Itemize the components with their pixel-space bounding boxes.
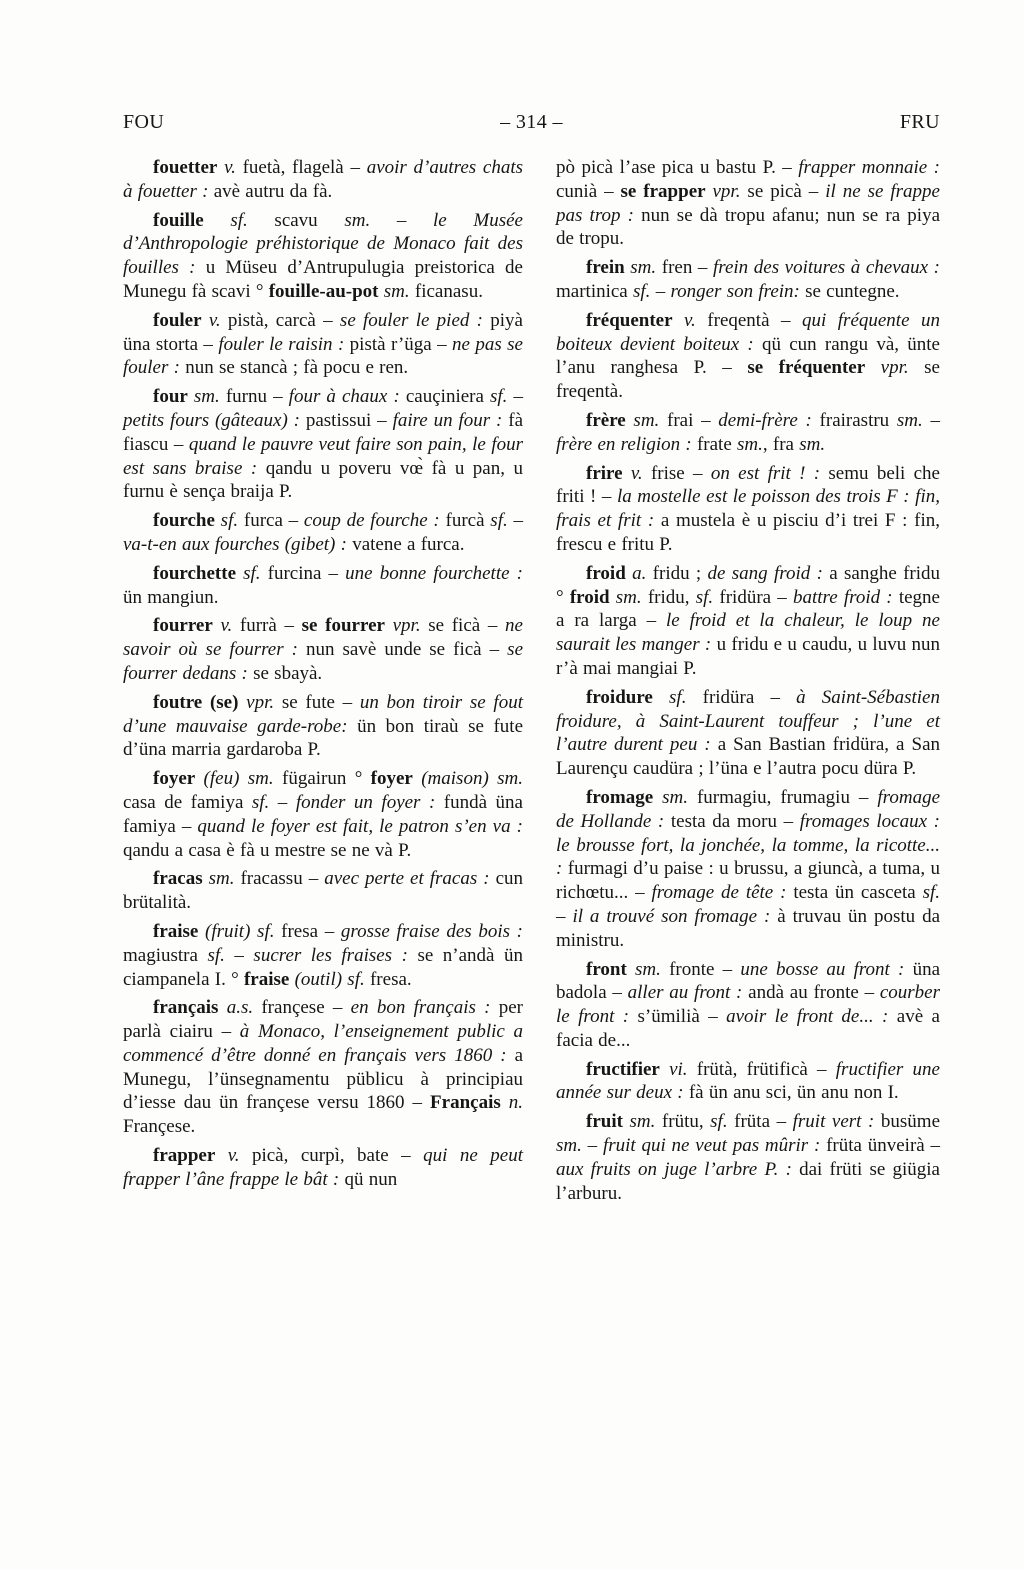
text-segment: nun se stancà ; fà pocu e ren. [185, 357, 409, 379]
header-left-guideword: FOU [123, 111, 165, 133]
text-segment: fuetà, flagelà – [235, 157, 367, 178]
dictionary-entry-fraise [123, 920, 523, 991]
text-segment: martinica [556, 280, 633, 302]
text-segment: – [650, 280, 671, 302]
text-segment: picà, curpì, bate – [239, 1145, 424, 1167]
text-segment: qandu u poveru vœ̀ fà u pan, u furnu è sença braija P. [123, 457, 523, 503]
text-segment: tegne a ra larga – [556, 586, 940, 632]
italic-segment: vpr. [238, 691, 275, 713]
dictionary-entry-fromage [556, 786, 940, 953]
italic-segment: sf. [236, 562, 261, 584]
text-segment: – [556, 905, 573, 927]
headword: fourrer [153, 615, 213, 637]
text-segment: magiustra [123, 944, 208, 966]
italic-segment: v. [201, 309, 221, 331]
text-segment: se fute – [274, 691, 360, 713]
text-segment: andà au fronte – [748, 982, 880, 1004]
text-segment: se ficà – [420, 615, 506, 637]
italic-segment: va-t-en aux fourches (gibet) : [123, 533, 353, 555]
italic-segment: se fouler le pied : [339, 309, 491, 331]
text-segment: avè a facia de... [556, 1006, 940, 1051]
italic-segment: v. [215, 1145, 240, 1167]
italic-segment: sm. [737, 433, 763, 455]
italic-segment: sf. [214, 510, 239, 532]
headword: froid [569, 586, 610, 608]
text-segment: fresa. [364, 968, 412, 990]
italic-segment: ronger son frein: [670, 280, 806, 302]
dictionary-entry-frapper [123, 1144, 523, 1192]
italic-segment: sm. [626, 958, 661, 980]
text-segment: frütu, [655, 1111, 711, 1133]
headword: fourchette [153, 562, 237, 584]
italic-segment: v. [212, 615, 233, 637]
headword: fraise [153, 920, 199, 942]
header-right-guideword: FRU [899, 111, 940, 133]
text-segment: – [370, 209, 434, 231]
headword: fouille [153, 209, 204, 231]
text-segment: dai früti se giügia l’arburu. [556, 1158, 940, 1204]
text-segment: fridüra – [713, 586, 793, 608]
dictionary-entry-fourchette [123, 562, 523, 610]
italic-segment: (feu) sm. [195, 768, 274, 790]
italic-segment: sucrer les fraises : [253, 944, 418, 966]
italic-segment: qui fréquente un boiteux devient boiteux : [556, 309, 941, 355]
text-segment: a Munegu, l’ünsegnamentu püblicu à principiau d’iesse dau ün françese versu 1860 – [123, 1044, 523, 1114]
headword: froidure [586, 686, 653, 708]
text-segment: fridu ; [646, 562, 708, 584]
text-segment: casa de famiya [123, 791, 252, 813]
italic-segment: vpr. [865, 357, 909, 379]
italic-segment: une bonne fourchette : [345, 562, 523, 584]
text-segment: frate [696, 433, 738, 455]
text-segment: üna badola – [556, 958, 940, 1004]
text-segment: – [507, 510, 523, 532]
headword: fouler [153, 309, 202, 331]
italic-segment: sm. [653, 786, 689, 808]
italic-segment: n. [500, 1092, 524, 1114]
italic-segment: v. [217, 157, 236, 178]
italic-segment: en bon français : [350, 997, 499, 1019]
text-segment: busüme [880, 1111, 940, 1133]
text-segment: furrà – [232, 615, 302, 637]
italic-segment: (outil) sf. [289, 968, 365, 990]
text-segment: fridüra – [686, 686, 797, 708]
italic-segment: qui ne peut frapper l’âne frappe le bât : [123, 1145, 523, 1190]
italic-segment: aux fruits on juge l’arbre P. : [556, 1158, 800, 1180]
headword: frein [586, 257, 625, 279]
headword: se frapper [620, 180, 706, 202]
dictionary-entry-front [556, 958, 940, 1053]
italic-segment: ne pas se fouler : [123, 333, 523, 379]
text-segment: à truvau ün postu da ministru. [556, 905, 941, 951]
italic-segment: une bosse au front : [740, 958, 913, 980]
headword: fructifier [586, 1058, 660, 1080]
dictionary-entry-frere [556, 409, 940, 457]
text-segment: fà ün anu sci, ün anu non I. [688, 1082, 899, 1104]
italic-segment: sf. [207, 944, 225, 966]
text-segment: ün bon tiraù se fute d’üna marria gardaroba P. [123, 715, 524, 761]
headword: Français [430, 1092, 501, 1114]
italic-segment: fruit qui ne veut pas mûrir : [602, 1135, 827, 1157]
dictionary-entry-fracas [123, 867, 523, 915]
dictionary-entry-fouetter [123, 156, 523, 204]
text-segment: fügairun ° [273, 768, 371, 790]
headword: foyer [153, 768, 196, 790]
dictionary-entry-fructifier [556, 1058, 940, 1106]
italic-segment: fruit vert : [792, 1111, 881, 1133]
headword: fromage [586, 786, 654, 808]
text-segment: furnu – [219, 386, 289, 408]
italic-segment: ne savoir où se fourrer : [123, 615, 523, 661]
text-segment: s’ümilià – [637, 1006, 727, 1028]
italic-segment: vi. [659, 1058, 688, 1080]
text-segment: frise – [642, 462, 711, 484]
headword: fraise [243, 968, 290, 990]
italic-segment: frapper monnaie : [798, 157, 940, 178]
text-segment: fren – [656, 257, 713, 279]
text-segment: se freqentà. [556, 357, 940, 403]
italic-segment: il a trouvé son fromage : [572, 905, 778, 927]
headword: front [586, 958, 627, 980]
italic-segment: sm. [622, 1111, 656, 1133]
text-segment: cun brütalità. [123, 868, 523, 914]
italic-segment: v. [622, 462, 643, 484]
italic-segment: sf. [710, 1111, 728, 1133]
italic-segment: la mostelle est le poisson des trois F : fin, frais et frit : [556, 486, 940, 532]
italic-segment: grosse fraise des bois : [340, 920, 523, 942]
italic-segment: sf. [695, 586, 714, 608]
text-segment: se n’andà ün ciampanela I. ° [123, 944, 523, 990]
italic-segment: de sang froid : [707, 562, 830, 584]
header-page-number: – 314 – [500, 111, 563, 133]
italic-segment: sm. [896, 409, 923, 431]
italic-segment: battre froid : [792, 586, 899, 608]
italic-segment: four à chaux : [288, 386, 406, 408]
italic-segment: frère en religion : [556, 433, 697, 455]
italic-segment: sf. [490, 510, 508, 532]
headword: se fourrer [301, 615, 385, 637]
dictionary-entry-frequenter [556, 309, 940, 404]
headword: fréquenter [586, 309, 673, 331]
italic-segment: v. [672, 309, 696, 331]
italic-segment: sm. [799, 433, 826, 455]
italic-segment: fromage de tête : [651, 882, 794, 904]
italic-segment: a.s. [218, 997, 254, 1019]
italic-segment: sf. [251, 791, 270, 813]
italic-segment: sm. [378, 280, 410, 302]
dictionary-entry-fouler [123, 309, 523, 380]
italic-segment: petits fours (gâteaux) : [123, 409, 306, 431]
italic-segment: le Musée d’Anthropologie préhistorique de Monaco fait des fouilles : [123, 209, 523, 279]
text-segment: früta ünveirà – [826, 1135, 940, 1157]
italic-segment: sm. [556, 1135, 582, 1157]
text-segment: se cuntegne. [805, 280, 900, 302]
italic-segment: (fruit) sf. [198, 920, 275, 942]
text-segment: pastissui – [305, 409, 393, 431]
italic-segment: à Saint-Sébastien froidure, à Saint-Laurent touffeur ; l’une et l’autre durent peu : [556, 686, 940, 756]
italic-segment: avec perte et fracas : [324, 868, 496, 890]
italic-segment: faire un four : [392, 409, 509, 431]
text-segment: nun savè unde se ficà – [306, 639, 508, 661]
text-segment: vatene a furca. [352, 533, 465, 555]
italic-segment: (maison) sm. [412, 768, 523, 790]
running-header [123, 111, 940, 134]
headword: français [153, 997, 219, 1019]
text-segment: furmagi d’u paise : u brussu, a giuncà, a tuma, u richœtu... – [556, 858, 940, 904]
text-segment: fridu, [641, 586, 696, 608]
dictionary-entry-frein [556, 256, 940, 304]
headword: foyer [370, 768, 413, 790]
italic-segment: sm. [609, 586, 642, 608]
italic-segment: quand le pauvre veut faire son pain, le four est sans braise : [123, 433, 523, 479]
italic-segment: sm. [624, 257, 657, 279]
text-segment: qandu a casa è fà u mestre se ne và P. [123, 839, 412, 861]
italic-segment: il ne se frappe pas trop : [556, 180, 940, 226]
text-segment: Françese. [123, 1116, 196, 1138]
text-segment: – [507, 386, 524, 408]
italic-segment: un bon tiroir se fout d’une mauvaise garde-robe: [123, 691, 523, 737]
italic-segment: fonder un foyer : [295, 791, 444, 813]
italic-segment: aller au front : [627, 982, 749, 1004]
text-segment: – [922, 409, 940, 431]
italic-segment: fructifier une année sur deux : [556, 1058, 940, 1104]
headword: frapper [153, 1145, 216, 1167]
text-segment: se picà – [740, 180, 826, 202]
headword: fruit [586, 1111, 623, 1133]
dictionary-entry-fouille [123, 209, 523, 304]
text-segment: u Müseu d’Antrupulugia preistorica de Munegu fà scavi ° [123, 257, 523, 302]
dictionary-entry-froid [556, 562, 940, 681]
text-segment: fronte – [660, 958, 741, 980]
headword: froid [586, 562, 626, 584]
text-segment: furcina – [260, 562, 346, 584]
text-segment: furca – [238, 510, 304, 532]
italic-segment: vpr. [705, 180, 741, 202]
italic-segment: sf. [490, 386, 508, 408]
italic-segment: a. [625, 562, 647, 584]
text-segment: pistà, carcà – [220, 309, 340, 331]
italic-segment: sf. [633, 280, 651, 302]
text-segment: cauçiniera [405, 386, 490, 408]
text-segment: semu beli che friti ! – [556, 462, 940, 508]
text-segment: se sbayà. [253, 662, 323, 684]
text-segment: ün mangiun. [123, 586, 219, 608]
dictionary-entry-fourrer [123, 614, 523, 685]
italic-segment: sf. [203, 209, 248, 231]
italic-segment: se fourrer dedans : [123, 639, 523, 684]
text-segment: früta – [727, 1111, 793, 1133]
text-segment: frütà, frütificà – [687, 1058, 836, 1080]
text-segment: fà fiascu – [123, 409, 524, 455]
text-segment: qü cun rangu và, ünte l’anu ranghesa P. – [556, 333, 940, 379]
text-segment: per parlà ciairu – [123, 997, 523, 1043]
text-segment: nun se dà tropu afanu; nun se ra piya de tropu. [556, 204, 940, 250]
headword: four [153, 386, 188, 408]
text-segment: , fra [762, 433, 800, 455]
text-segment: qü nun [344, 1168, 398, 1190]
headword: fouille-au-pot [268, 280, 379, 302]
text-segment: frai – [659, 409, 719, 431]
italic-segment: courber le front : [556, 982, 940, 1028]
italic-segment: avoir le front de... : [726, 1006, 897, 1028]
text-segment: furcà [445, 510, 491, 532]
text-segment: fundà üna famiya – [123, 791, 523, 837]
italic-segment: frein des voitures à chevaux : [713, 257, 940, 279]
italic-segment: sf. [922, 882, 941, 904]
headword: frère [586, 409, 626, 431]
text-segment: françese – [253, 997, 351, 1019]
italic-segment: sm. [187, 386, 220, 408]
text-segment: testa ün casceta [793, 882, 923, 904]
dictionary-entry-frapper-continued [556, 156, 940, 251]
italic-segment: fromages locaux : le brousse fort, la jonchée, la tomme, la ricotte... : [556, 810, 940, 880]
text-segment: – [269, 791, 296, 813]
italic-segment: à Monaco, l’enseignement public a commencé d’être donné en français vers 1860 : [123, 1021, 523, 1066]
text-segment: furmagiu, frumagiu – [688, 786, 878, 808]
right-column [556, 156, 940, 1210]
dictionary-entry-frire [556, 462, 940, 557]
italic-segment: vpr. [384, 615, 421, 637]
text-segment: fracassu – [234, 868, 325, 890]
headword: fouetter [153, 157, 218, 178]
headword: frire [586, 462, 623, 484]
dictionary-entry-foutre-se [123, 691, 523, 762]
italic-segment: fromage de Hollande : [556, 786, 940, 832]
text-segment: a mustela è u pisciu d’i trei F : fin, frescu e fritu P. [556, 510, 940, 555]
dictionary-entry-fruit [556, 1110, 940, 1205]
text-segment: fresa – [274, 920, 341, 942]
text-segment: u fridu e u caudu, u luvu nun r’à mai mangiai P. [556, 634, 941, 679]
italic-segment: sm. [625, 409, 660, 431]
dictionary-entry-froidure [556, 686, 940, 781]
text-segment: pistà r’üga – [349, 333, 453, 355]
italic-segment: le froid et la chaleur, le loup ne saurait les manger : [556, 610, 940, 656]
headword: se fréquenter [747, 357, 866, 379]
text-segment: piyà üna storta – [123, 309, 523, 355]
text-segment: a San Bastian fridüra, a San Laurençu caudüra ; l’üna e l’autra pocu düra P. [556, 734, 940, 780]
text-columns [123, 156, 940, 1210]
italic-segment: sm. [202, 868, 235, 890]
left-column [123, 156, 523, 1210]
dictionary-entry-fourche [123, 509, 523, 557]
italic-segment: sm. [344, 209, 371, 231]
italic-segment: sf. [652, 686, 687, 708]
italic-segment: avoir d’autres chats à fouetter : [123, 157, 523, 202]
text-segment: scavu [247, 209, 345, 231]
text-segment: testa da moru – [670, 810, 800, 832]
text-segment: cunià – [556, 180, 621, 202]
text-segment: a sanghe fridu ° [556, 562, 941, 608]
headword: fourche [153, 510, 215, 532]
italic-segment: fouler le raisin : [218, 333, 350, 355]
italic-segment: quand le foyer est fait, le patron s’en va : [197, 815, 523, 837]
italic-segment: coup de fourche : [303, 510, 446, 532]
text-segment: avè autru da fà. [213, 180, 333, 202]
text-segment: – [224, 944, 254, 966]
dictionary-entry-foyer [123, 767, 523, 862]
text-segment: – [581, 1135, 603, 1157]
italic-segment: demi-frère : [718, 409, 820, 431]
dictionary-entry-four [123, 385, 523, 504]
italic-segment: on est frit ! : [710, 462, 829, 484]
text-segment: ficanasu. [409, 280, 483, 302]
text-segment: freqentà – [695, 309, 802, 331]
headword: foutre (se) [153, 691, 239, 713]
text-segment: frairastru [819, 409, 897, 431]
headword: fracas [153, 868, 203, 890]
text-segment: pò picà l’ase pica u bastu P. – [556, 157, 799, 178]
dictionary-entry-francais [123, 996, 523, 1139]
